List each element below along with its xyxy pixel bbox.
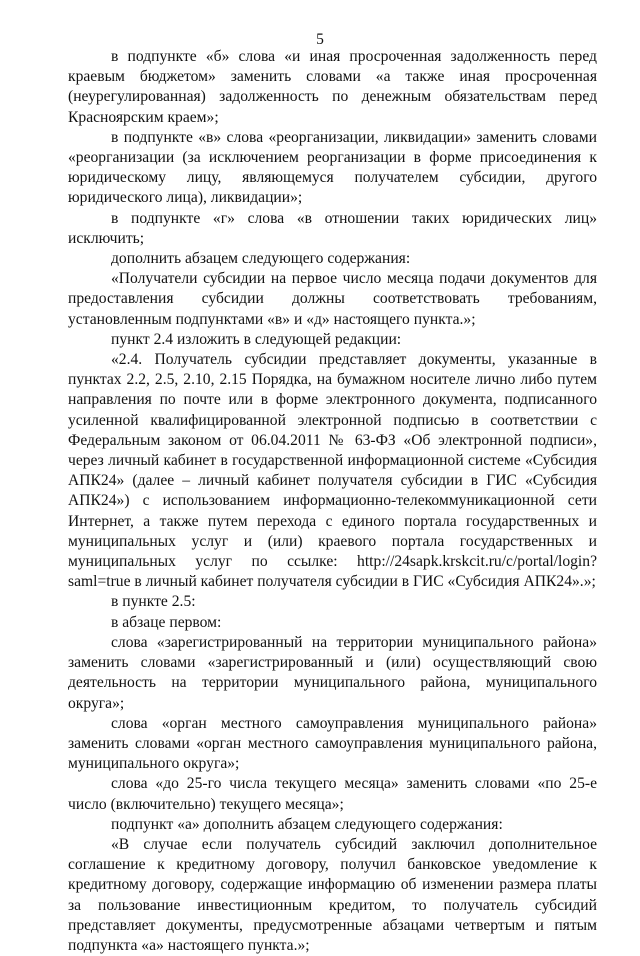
page-number: 5 — [316, 31, 324, 48]
paragraph-first-abstract: в абзаце первом: — [111, 613, 222, 631]
paragraph-quoted-recipients: «Получатели субсидии на первое число месяца подачи документов для предоставления субсидии должны соответствовать требованиям, установленным подпунктами «в» и «д» настоящего пункта.»; — [68, 270, 597, 328]
paragraph-subclause-v: в подпункте «в» слова «реорганизации, ликвидации» заменить словами «реорганизации (за исключением реорганизации в форме присоединения к юридическому лицу, являющемуся получателем субсидии, другого юридического лица), ликвидации»; — [68, 128, 597, 207]
paragraph-quoted-credit-agreement: «В случае если получатель субсидий заключил дополнительное соглашение к кредитному договору, получил банковское уведомление к кредитному договору, содержащие информацию об изменении размера платы за пользование инвестиционным кредитом, то получатель субсидий представляет документы, предусмотренные абзацами четвертым и пятым подпункта «а» настоящего пункта.»; — [68, 835, 597, 954]
paragraph-clause-2-4-text: «2.4. Получатель субсидии представляет документы, указанные в пунктах 2.2, 2.5, 2.10, 2.15 Порядка, на бумажном носителе лично либо путем направления по почте или в форме электронного документа, подписанного усиленной квалифицированной электронной подписью в соответствии с Федеральным законом от 06.04.2011 № 63-ФЗ «Об электронной подписи», через личный кабинет в государственной информационной системе «Субсидия АПК24» (далее – личный кабинет получателя субсидии в ГИС «Субсидия АПК24») с использованием информационно-телекоммуникационной сети Интернет, а также путем перехода с единого портала государственных и муниципальных услуг и (или) краевого портала государственных и муниципальных услуг по ссылке: http://24sapk.krskcit.ru/c/portal/login?saml=true в личный кабинет получателя субсидии в ГИС «Субсидия АПК24».»; — [68, 351, 597, 591]
paragraph-subclause-g: в подпункте «г» слова «в отношении таких юридических лиц» исключить; — [68, 209, 597, 247]
paragraph-date-words: слова «до 25-го числа текущего месяца» заменить словами «по 25-е число (включительно) текущего месяца»; — [68, 775, 597, 813]
paragraph-subclause-b: в подпункте «б» слова «и иная просроченная задолженность перед краевым бюджетом» заменить словами «а также иная просроченная (неурегулированная) задолженность по денежным обязательствам перед Красноярским краем»; — [68, 48, 597, 126]
paragraph-clause-2-4-intro: пункт 2.4 изложить в следующей редакции: — [111, 330, 402, 348]
document-body — [68, 47, 597, 956]
paragraph-registered-words: слова «зарегистрированный на территории муниципального района» заменить словами «зарегистрированный и (или) осуществляющий свою деятельность на территории муниципального района, муниципального округа»; — [68, 633, 597, 712]
paragraph-clause-2-5-intro: в пункте 2.5: — [111, 593, 196, 611]
paragraph-local-authority-words: слова «орган местного самоуправления муниципального района» заменить словами «орган местного самоуправления муниципального района, муниципального округа»; — [68, 714, 597, 773]
paragraph-subclause-a-intro: подпункт «а» дополнить абзацем следующего содержания: — [111, 815, 503, 833]
paragraph-add-abstract: дополнить абзацем следующего содержания: — [111, 250, 411, 268]
